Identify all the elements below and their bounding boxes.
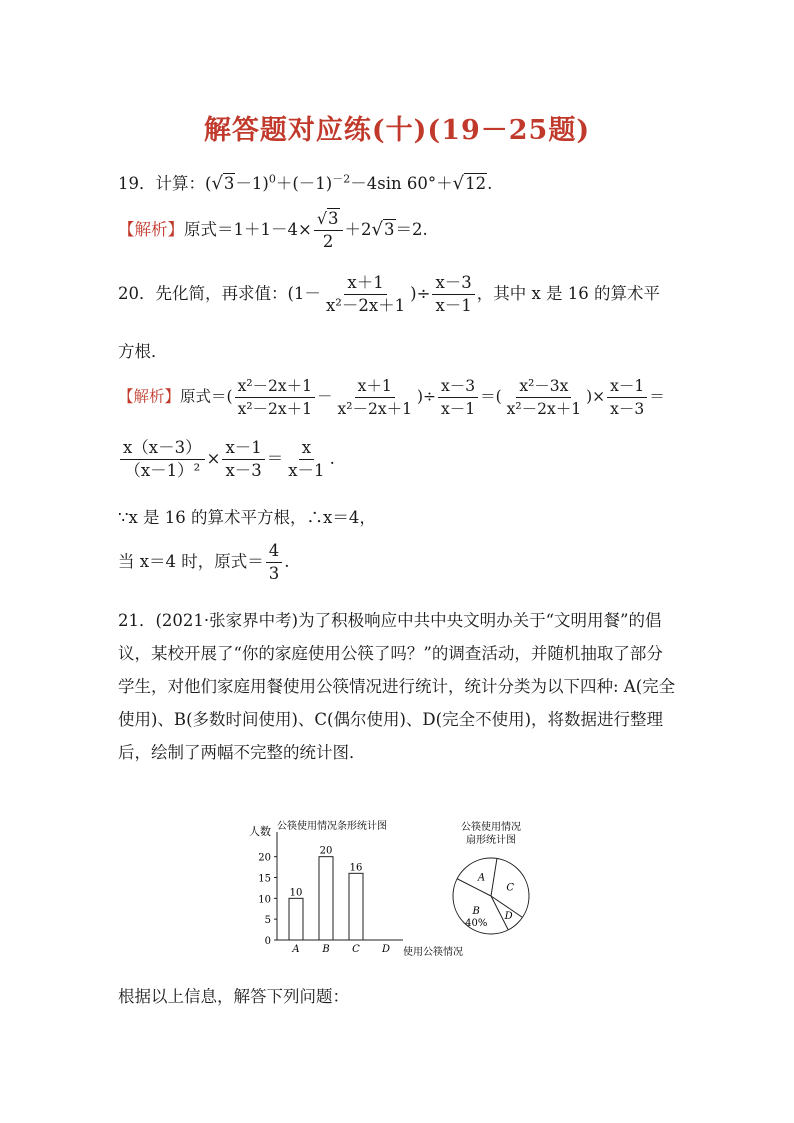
sol20-f1n: x²－2x＋1 (235, 375, 315, 398)
sol20-r2-f3n: x (299, 437, 314, 460)
q20-fraction-1 (323, 272, 408, 317)
sol20-r2-f1n: x（x－3） (120, 437, 205, 460)
sol20-f3n: x－3 (438, 375, 478, 398)
sol20-eq: ＝( (480, 387, 502, 406)
question-20-line2: 方根． (118, 342, 168, 361)
sol20-r2-eq: ＝ (266, 449, 284, 468)
sol19-radicand: 3 (384, 220, 395, 239)
q19-text-d: －4sin 60°＋ (350, 174, 453, 193)
sol20-f1d: x²－2x＋1 (237, 400, 312, 418)
q20-mid: )÷ (410, 284, 431, 303)
solution-20-line4 (118, 540, 290, 585)
solution-tag: 【解析】 (118, 220, 184, 239)
sol20-end: ＝ (649, 387, 665, 406)
q19-text-c: ＋(－1) (275, 174, 333, 193)
sol20-f2d: x²－2x＋1 (337, 400, 412, 418)
sol20-f3d: x－1 (440, 400, 476, 418)
bar (349, 873, 363, 940)
sol20-l4-n: 4 (266, 540, 283, 563)
q19-text: 19．计算：( (118, 174, 212, 193)
pie-percent-label: 40% (465, 917, 488, 929)
sol20-l4-d: 3 (268, 564, 280, 583)
bar-data-label: 20 (319, 845, 333, 857)
y-tick-label: 20 (258, 852, 271, 864)
y-tick-label: 0 (264, 936, 271, 947)
sol19-text-2: ＋2 (344, 220, 372, 239)
question-21: 21．(2021·张家界中考)为了积极响应中共中央文明办关于“文明用餐”的倡议，某校开展了“你的家庭使用公筷了吗？”的调查活动，并随机抽取了部分学生，对他们家庭用餐使用公筷情况进行统计，统计分类为以下四种: A(完全使用)、B(多数时间使用)、C(偶尔使用)、D(完全不使用)，将数据进行整理后，绘制了两幅不完整的统计图． (118, 611, 676, 762)
bar-data-label: 10 (289, 887, 303, 899)
x-tick-label: D (381, 944, 391, 955)
sol20-minus: － (317, 387, 333, 406)
page-title: 解答题对应练(十)(19－25题) (203, 115, 591, 146)
solution-20 (118, 375, 665, 420)
footer-text: 根据以上信息，解答下列问题： (118, 987, 349, 1006)
q20-n1: x＋1 (344, 272, 386, 295)
sol20-f2 (335, 375, 415, 420)
q19-exp-neg2: －2 (332, 172, 351, 186)
pie-slice-label: C (506, 882, 515, 894)
sol20-f5d: x－3 (610, 400, 645, 418)
sol19-fraction: $\frac{√3}{2}$ (314, 208, 343, 253)
chart-xlabel: 使用公筷情况 (403, 947, 463, 958)
bar (319, 857, 333, 940)
pie-title-line1: 公筷使用情况 (461, 822, 521, 833)
q20-d2: x－1 (435, 296, 472, 315)
sol20-l4-text: 当 x＝4 时，原式＝ (118, 552, 264, 571)
sol20-text: 原式＝( (180, 387, 233, 406)
sol19-num: 3 (328, 209, 339, 228)
sol20-times: )× (586, 387, 606, 406)
sol20-f2n: x＋1 (355, 375, 395, 398)
sol20-r2-f2n: x－1 (222, 437, 264, 460)
q20-d1: x²－2x＋1 (325, 296, 406, 315)
q20-n2: x－3 (432, 272, 474, 295)
pie-title-line2: 扇形统计图 (466, 835, 516, 846)
q19-exp0: 0 (268, 172, 276, 186)
sol19-text: 原式＝1＋1－4× (184, 220, 312, 239)
solution-20-line3: ∵x 是 16 的算术平方根，∴x＝4， (118, 508, 376, 527)
chart-title: 公筷使用情况条形统计图 (277, 821, 387, 832)
sol20-l4-frac (266, 540, 283, 585)
pie-slice-label: D (504, 910, 513, 922)
x-tick-label: B (322, 944, 330, 955)
x-tick-label: C (352, 944, 360, 955)
solution-19: 【解析】原式＝1＋1－4× $\frac{√3}{2}$ ＋2√3＝2. (118, 209, 428, 251)
q19-radicand: 3 (223, 174, 235, 193)
sol20-f1 (235, 375, 315, 420)
y-tick-label: 5 (264, 915, 271, 927)
y-tick-label: 15 (258, 873, 271, 885)
sol20-r2-f1 (120, 437, 205, 482)
sol20-r2-f3 (285, 437, 327, 482)
sol20-f4n: x²－3x (516, 375, 571, 398)
sol20-r2-end: . (329, 449, 335, 468)
bar-data-label: 16 (349, 862, 363, 874)
sol20-r2-times: × (206, 449, 221, 468)
q20-suffix: ，其中 x 是 16 的算术平 (476, 284, 661, 303)
sol20-r2-f2 (222, 437, 264, 482)
sol20-f5 (607, 375, 647, 420)
sol20-r2-f1d: （x－1）² (124, 461, 201, 480)
q20-text: 20．先化简，再求值：(1－ (118, 284, 321, 303)
q20-fraction-2 (432, 272, 474, 317)
pie-slice-label: A (477, 872, 486, 884)
sol20-r2-f3d: x－1 (288, 461, 325, 480)
sol20-f5n: x－1 (607, 375, 647, 398)
x-tick-label: A (292, 944, 300, 955)
solution-20-line2 (118, 437, 335, 482)
q19-radicand-2: 12 (465, 174, 487, 193)
solution-tag: 【解析】 (118, 387, 181, 406)
sol20-div: )÷ (416, 387, 436, 406)
pie-chart (445, 815, 545, 945)
q19-end: . (487, 174, 493, 193)
chart-ylabel: 人数 (249, 825, 271, 838)
question-20 (118, 272, 660, 317)
y-tick-label: 10 (258, 894, 271, 906)
q19-text-b: －1) (235, 174, 269, 193)
question-19: 19．计算：$(√3-1)^0+(-1)^{-2}-4\sin$ 60°＋√12. (118, 172, 493, 194)
bar (289, 898, 303, 940)
sol20-f4d: x²－2x＋1 (506, 400, 582, 418)
sol19-result: ＝2. (395, 220, 428, 239)
sol20-f3 (438, 375, 478, 420)
sol20-r2-f2d: x－3 (225, 461, 262, 480)
sol20-f4 (504, 375, 584, 420)
sol20-l4-end: . (284, 552, 290, 571)
sol19-den: 2 (322, 232, 334, 251)
pie-slice-label: B (472, 905, 480, 917)
